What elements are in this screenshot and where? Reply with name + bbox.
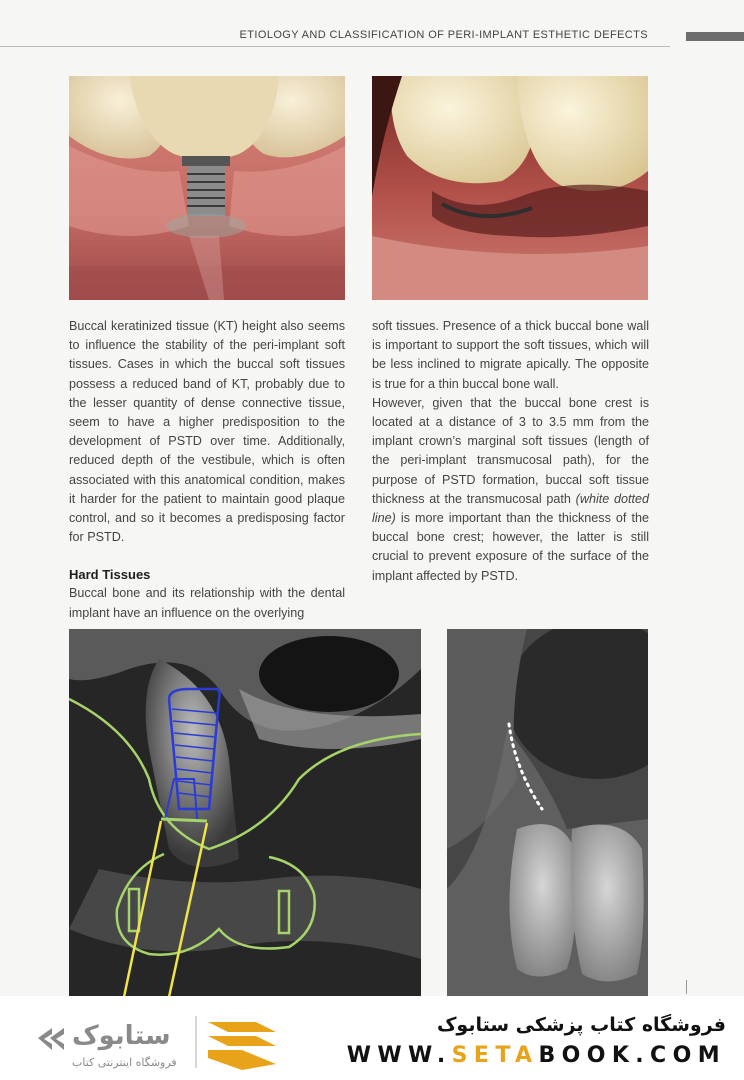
header-rule bbox=[0, 46, 670, 47]
bone-crest-text-b: is more important than the thickness of the buccal bone crest; however, the latter is still crucial to prevent exposure of the surface of the implant affected by PSTD. bbox=[372, 511, 649, 583]
hard-tissues-heading: Hard Tissues bbox=[69, 567, 151, 583]
clinical-photo-dotted-line bbox=[447, 629, 648, 997]
setabook-logo bbox=[28, 1008, 298, 1074]
cbct-implant-tracing bbox=[69, 629, 421, 997]
page-tab-marker bbox=[686, 32, 744, 41]
white-dotted-line-note: (white dotted line) bbox=[372, 491, 650, 526]
buccal-bone-paragraph: Buccal bone and its relationship with the dental implant have an influence on the overlying bbox=[69, 586, 345, 620]
running-head bbox=[0, 29, 744, 49]
running-head-title: ETIOLOGY AND CLASSIFICATION OF PERI-IMPLANT ESTHETIC DEFECTS bbox=[239, 29, 648, 41]
setabook-logo-mark bbox=[28, 1008, 298, 1074]
logo-wordmark: ستابوک bbox=[72, 1021, 171, 1051]
logo-subtitle: فروشگاه اینترنتی کتاب bbox=[72, 1056, 177, 1069]
kt-height-paragraph: Buccal keratinized tissue (KT) height also seems to influence the stability of the peri-implant soft tissues. Cases in which the buccal soft tissues possess a reduced band of KT, probably due to the lesser quantity of dense connective tissue, seem to have a higher predisposition to the development of PSTD over time. Additionally, reduced depth of the vestibule, which is often associated with this anatomical condition, makes it harder for the patient to maintain good plaque control, and so it becomes a predisposing factor for PSTD. bbox=[69, 319, 345, 545]
site-highlight: SETA bbox=[451, 1043, 539, 1068]
photo-implant-abutment bbox=[69, 76, 345, 300]
right-text-column bbox=[372, 317, 649, 586]
site-prefix: WWW. bbox=[346, 1043, 452, 1068]
left-text-column bbox=[69, 317, 345, 623]
thick-bone-paragraph: soft tissues. Presence of a thick buccal bone wall is important to support the soft tissues, which will be less inclined to migrate apically. The opposite is true for a thin buccal bone wall. bbox=[372, 319, 649, 391]
bone-crest-distance-paragraph bbox=[372, 394, 649, 586]
store-website[interactable] bbox=[347, 1043, 726, 1068]
footer-banner bbox=[0, 996, 744, 1080]
site-suffix: BOOK.COM bbox=[538, 1043, 726, 1068]
store-name: فروشگاه کتاب پزشکی ستابوک bbox=[436, 1014, 726, 1036]
margin-tick bbox=[686, 980, 687, 994]
bone-crest-text-a: However, given that the buccal bone crest is located at a distance of 3 to 3.5 mm from the implant crown’s marginal soft tissues (length of the peri-implant transmucosal path), for the purpose of PSTD formation, buccal soft tissue thickness at the transmucosal path bbox=[372, 395, 649, 506]
photo-crowns-gingiva bbox=[372, 76, 648, 300]
